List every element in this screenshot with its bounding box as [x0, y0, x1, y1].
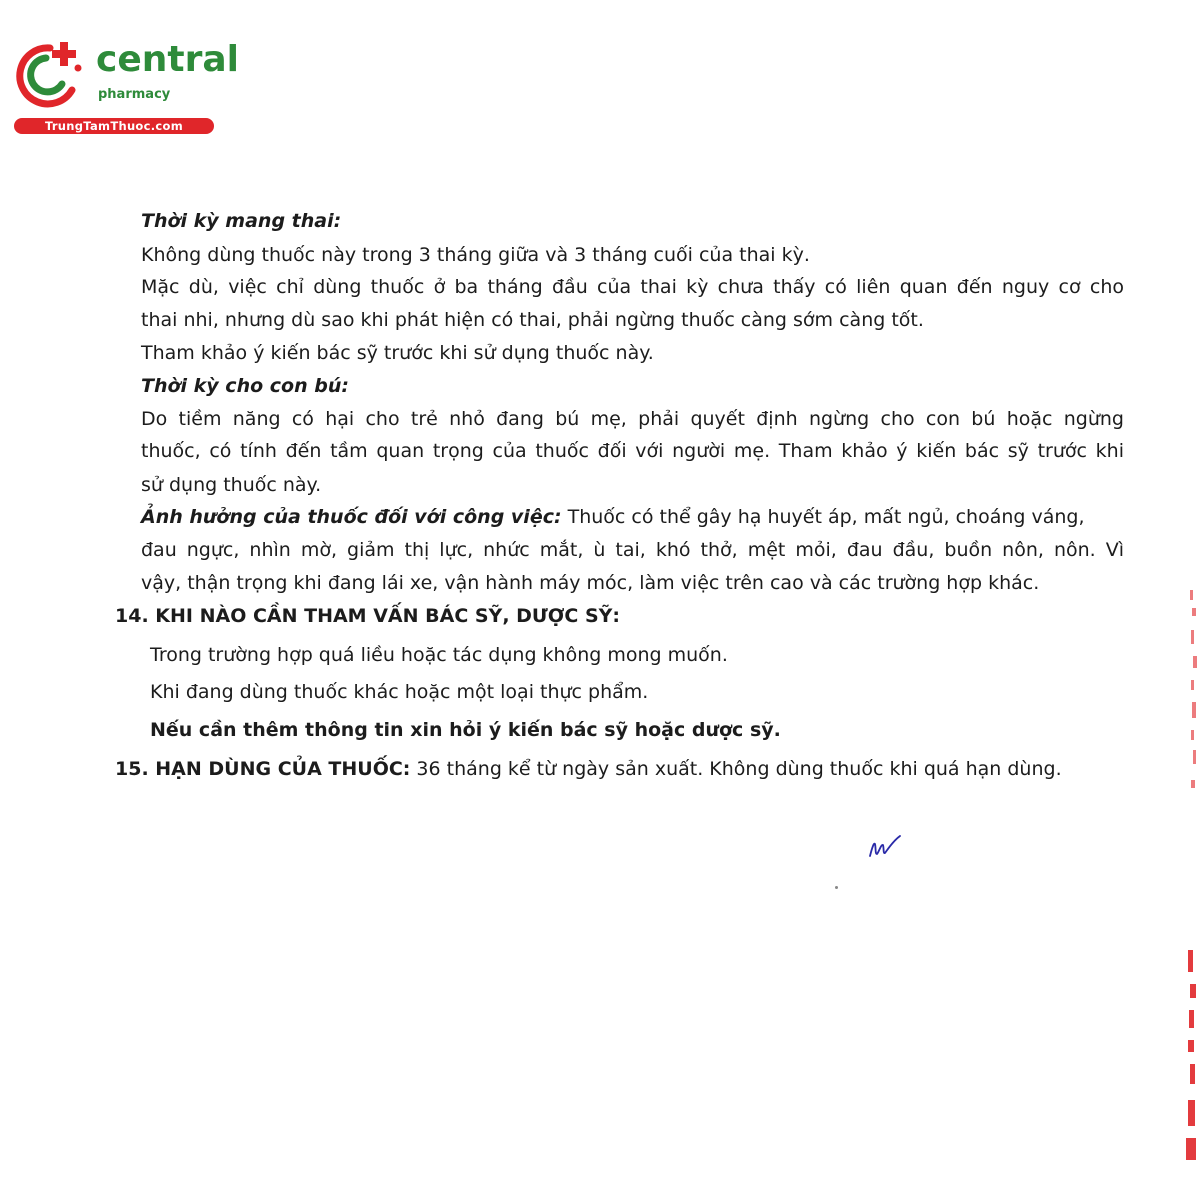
pregnancy-line-1: Không dùng thuốc này trong 3 tháng giữa và 3 tháng cuối của thai kỳ. — [141, 244, 810, 266]
section-15-text: 36 tháng kể từ ngày sản xuất. Không dùng thuốc khi quá hạn dùng. — [410, 758, 1062, 780]
pregnancy-heading: Thời kỳ mang thai: — [141, 210, 342, 232]
section-14-note: Nếu cần thêm thông tin xin hỏi ý kiến bác sỹ hoặc dược sỹ. — [150, 719, 781, 741]
breastfeeding-line-1: Do tiềm năng có hại cho trẻ nhỏ đang bú mẹ, phải quyết định ngừng cho con bú hoặc ngừng — [141, 408, 1124, 430]
work-effects-line-1 — [141, 505, 1085, 529]
section-15-line — [115, 757, 1062, 781]
breastfeeding-line-3: sử dụng thuốc này. — [141, 474, 322, 496]
section-14-line-1: Trong trường hợp quá liều hoặc tác dụng không mong muốn. — [150, 644, 728, 666]
section-15-heading: 15. HẠN DÙNG CỦA THUỐC: — [115, 758, 411, 780]
signature-initials-icon — [866, 832, 906, 862]
pregnancy-line-2: Mặc dù, việc chỉ dùng thuốc ở ba tháng đầu của thai kỳ chưa thấy có liên quan đến nguy cơ cho — [141, 276, 1124, 298]
scan-speck — [835, 886, 838, 889]
section-14-line-2: Khi đang dùng thuốc khác hoặc một loại thực phẩm. — [150, 681, 649, 703]
work-effects-heading: Ảnh hưởng của thuốc đối với công việc: — [141, 506, 562, 528]
pregnancy-line-3: thai nhi, nhưng dù sao khi phát hiện có thai, phải ngừng thuốc càng sớm càng tốt. — [141, 309, 924, 331]
red-stamp-edge-icon — [1176, 590, 1200, 1170]
section-14-heading: 14. KHI NÀO CẦN THAM VẤN BÁC SỸ, DƯỢC SỸ: — [115, 605, 620, 627]
brand-subtitle: pharmacy — [98, 87, 171, 102]
work-effects-line-3: vậy, thận trọng khi đang lái xe, vận hành máy móc, làm việc trên cao và các trường hợp khác. — [141, 572, 1040, 594]
breastfeeding-heading: Thời kỳ cho con bú: — [141, 375, 349, 397]
brand-name: central — [96, 39, 239, 80]
brand-website: TrungTamThuoc.com — [14, 118, 214, 134]
pregnancy-line-4: Tham khảo ý kiến bác sỹ trước khi sử dụng thuốc này. — [141, 342, 654, 364]
breastfeeding-line-2: thuốc, có tính đến tầm quan trọng của thuốc đối với người mẹ. Tham khảo ý kiến bác sỹ trước khi — [141, 440, 1124, 462]
work-effects-line-2: đau ngực, nhìn mờ, giảm thị lực, nhức mắt, ù tai, khó thở, mệt mỏi, đau đầu, buồn nôn, nôn. Vì — [141, 539, 1124, 561]
work-effects-text: Thuốc có thể gây hạ huyết áp, mất ngủ, choáng váng, — [561, 506, 1085, 528]
